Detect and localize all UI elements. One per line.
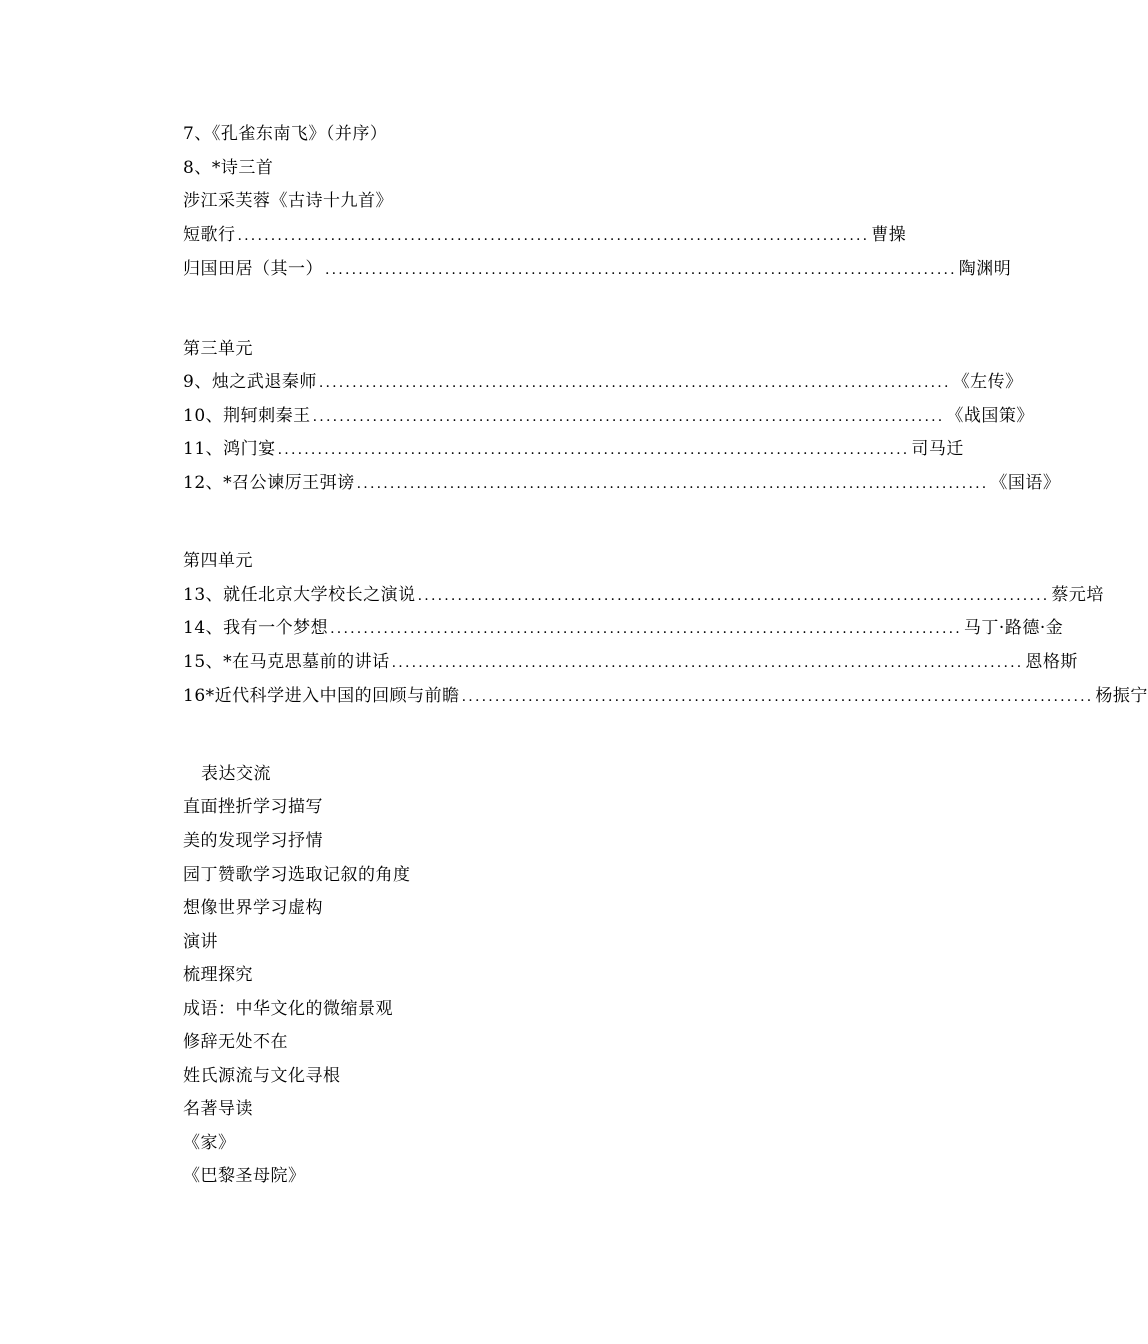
toc-entry-title: 12、*召公谏厉王弭谤 (183, 473, 355, 493)
toc-entry-title: 11、鸿门宴 (183, 439, 276, 459)
list-item: 演讲 (183, 932, 218, 952)
list-item: 《家》 (183, 1133, 236, 1153)
section-heading: 梳理探究 (183, 965, 253, 985)
dot-leader: ............................................................................................... (391, 655, 1024, 671)
dot-leader: ............................................................................................... (277, 442, 910, 458)
toc-entry (183, 403, 1034, 429)
list-item: 《巴黎圣母院》 (183, 1166, 306, 1186)
toc-line: 涉江采芙蓉《古诗十九首》 (183, 191, 393, 211)
dot-leader: ............................................................................................... (312, 409, 945, 425)
toc-entry-author: 马丁·路德·金 (963, 618, 1064, 638)
dot-leader: ............................................................................................... (318, 375, 951, 391)
list-item: 美的发现学习抒情 (183, 831, 323, 851)
toc-entry (183, 649, 1078, 675)
toc-entry-author: 司马迁 (911, 439, 964, 459)
toc-entry-author: 《国语》 (990, 473, 1061, 493)
list-item: 姓氏源流与文化寻根 (183, 1066, 341, 1086)
list-item: 成语：中华文化的微缩景观 (183, 999, 393, 1019)
section-heading: 第三单元 (183, 339, 253, 359)
section-heading: 名著导读 (183, 1099, 253, 1119)
dot-leader: ............................................................................................... (237, 228, 870, 244)
toc-entry-title: 短歌行 (183, 225, 236, 245)
toc-entry-author: 《战国策》 (946, 406, 1034, 426)
toc-entry (183, 369, 1023, 395)
toc-entry-author: 陶渊明 (958, 259, 1012, 279)
list-item: 园丁赞歌学习选取记叙的角度 (183, 865, 411, 885)
list-item: 直面挫折学习描写 (183, 797, 323, 817)
toc-entry-author: 曹操 (871, 225, 907, 245)
dot-leader: ............................................................................................... (330, 621, 962, 637)
toc-line: 8、*诗三首 (183, 158, 274, 178)
dot-leader: ............................................................................................... (356, 476, 989, 492)
section-heading: 表达交流 (201, 764, 271, 784)
toc-entry-title: 9、烛之武退秦师 (183, 372, 317, 392)
toc-entry (183, 436, 964, 462)
section-heading: 第四单元 (183, 551, 253, 571)
toc-entry (183, 256, 1012, 282)
list-item: 想像世界学习虚构 (183, 898, 323, 918)
list-item: 修辞无处不在 (183, 1032, 288, 1052)
toc-entry-title: 15、*在马克思墓前的讲话 (183, 652, 390, 672)
toc-entry-title: 13、就任北京大学校长之演说 (183, 585, 416, 605)
toc-entry-author: 恩格斯 (1025, 652, 1078, 672)
toc-line: 7、《孔雀东南飞》（并序） (183, 124, 388, 144)
toc-entry-author: 《左传》 (952, 372, 1023, 392)
toc-entry (183, 222, 907, 248)
toc-entry-title: 归国田居（其一） (183, 259, 323, 279)
toc-entry (183, 470, 1061, 496)
toc-entry (183, 582, 1104, 608)
toc-entry (183, 683, 1148, 709)
dot-leader: ............................................................................................... (461, 689, 1094, 705)
toc-entry-author: 杨振宁 (1095, 686, 1148, 706)
toc-entry-author: 蔡元培 (1051, 585, 1104, 605)
toc-entry-title: 16*近代科学进入中国的回顾与前瞻 (183, 686, 460, 706)
dot-leader: ............................................................................................... (325, 262, 957, 278)
dot-leader: ............................................................................................... (417, 588, 1050, 604)
toc-entry-title: 10、荆轲刺秦王 (183, 406, 311, 426)
toc-entry (183, 615, 1064, 641)
toc-entry-title: 14、我有一个梦想 (183, 618, 329, 638)
